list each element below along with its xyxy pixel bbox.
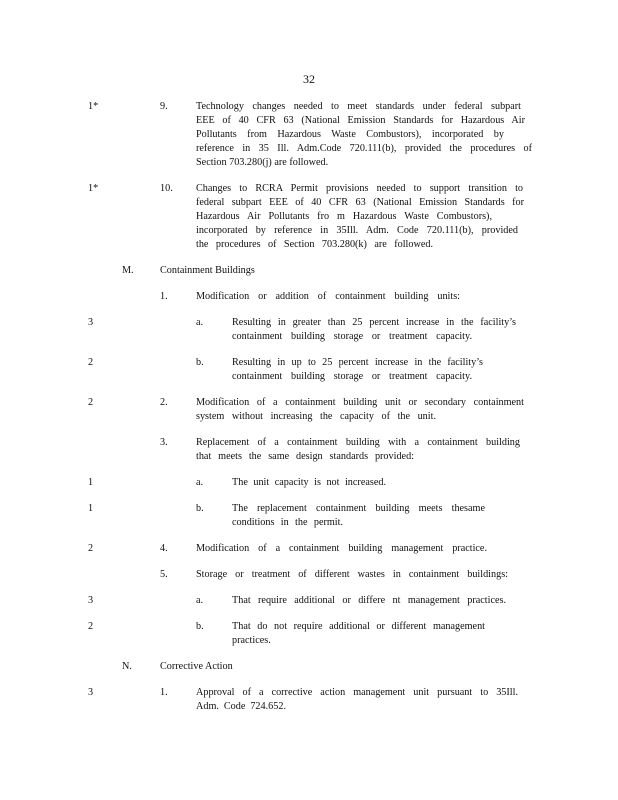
item-letter: b. [196,503,204,514]
item-letter: a. [196,477,204,488]
class-label: 3 [88,317,94,328]
class-label: 2 [88,397,94,408]
text-line: Replacement of a containment building with a containment building [196,437,520,448]
text-line: That do not require additional or different management [232,621,485,632]
text-line: Technology changes needed to meet standards under federal subpart [196,101,521,112]
text-line: Approval of a corrective action management unit pursuant to 35Ill. [196,687,518,698]
class-label: 2 [88,543,94,554]
text-line: that meets the same design standards provided: [196,451,414,462]
item-letter: b. [196,621,204,632]
text-line: the procedures of Section 703.280(k) are followed. [196,239,433,250]
item-text [196,436,520,464]
text-line: Pollutants from Hazardous Waste Combustors), incorporated by [196,129,504,140]
item-text: Modification of a containment building management practice. [196,543,487,554]
section-letter: N. [122,661,132,672]
text-line: containment building storage or treatment capacity. [232,331,472,342]
item-number: 5. [160,569,168,580]
text-line: EEE of 40 CFR 63 (National Emission Standards for Hazardous Air [196,115,525,126]
item-letter: a. [196,595,204,606]
text-line: Changes to RCRA Permit provisions needed to support transition to [196,183,523,194]
item-text [232,356,484,384]
class-label: 2 [88,621,94,632]
text-line: conditions in the permit. [232,517,343,528]
text-line: system without increasing the capacity of the unit. [196,411,436,422]
page-number: 32 [303,72,315,86]
text-line: federal subpart EEE of 40 CFR 63 (National Emission Standards for [196,197,524,208]
class-label: 2 [88,357,94,368]
item-number: 3. [160,437,168,448]
text-line: practices. [232,635,271,646]
section-letter: M. [122,265,134,276]
text-line: Resulting in greater than 25 percent increase in the facility’s [232,317,516,328]
text-line: reference in 35 Ill. Adm.Code 720.111(b), provided the procedures of [196,143,532,154]
text-line: Resulting in up to 25 percent increase in the facility’s [232,357,483,368]
item-text: That require additional or differe nt management practices. [232,595,506,606]
text-line: Adm. Code 724.652. [196,701,286,712]
item-text [196,396,524,424]
item-text [232,620,486,648]
class-label: 1* [88,183,99,194]
item-text: Modification or addition of containment building units: [196,291,460,302]
text-line: The replacement containment building meets thesame [232,503,485,514]
section-title: Corrective Action [160,661,233,672]
item-number: 2. [160,397,168,408]
section-title: Containment Buildings [160,265,255,276]
text-line: containment building storage or treatment capacity. [232,371,472,382]
item-text: Storage or treatment of different wastes in containment buildings: [196,569,508,580]
text-line: Section 703.280(j) are followed. [196,157,329,168]
text-line: Hazardous Air Pollutants fro m Hazardous Waste Combustors), [196,211,492,222]
item-number: 1. [160,291,168,302]
item-number: 9. [160,101,168,112]
item-letter: b. [196,357,204,368]
class-label: 3 [88,687,94,698]
item-number: 1. [160,687,168,698]
item-text [232,502,486,530]
item-text [196,686,518,714]
text-line: Modification of a containment building unit or secondary containment [196,397,524,408]
item-text: The unit capacity is not increased. [232,477,386,488]
class-label: 1* [88,101,99,112]
class-label: 3 [88,595,94,606]
item-text [196,100,532,170]
item-text [196,182,526,252]
item-number: 4. [160,543,168,554]
class-label: 1 [88,503,94,514]
item-letter: a. [196,317,204,328]
text-line: incorporated by reference in 35Ill. Adm. Code 720.111(b), provided [196,225,518,236]
item-text [232,316,516,344]
class-label: 1 [88,477,94,488]
item-number: 10. [160,183,173,194]
